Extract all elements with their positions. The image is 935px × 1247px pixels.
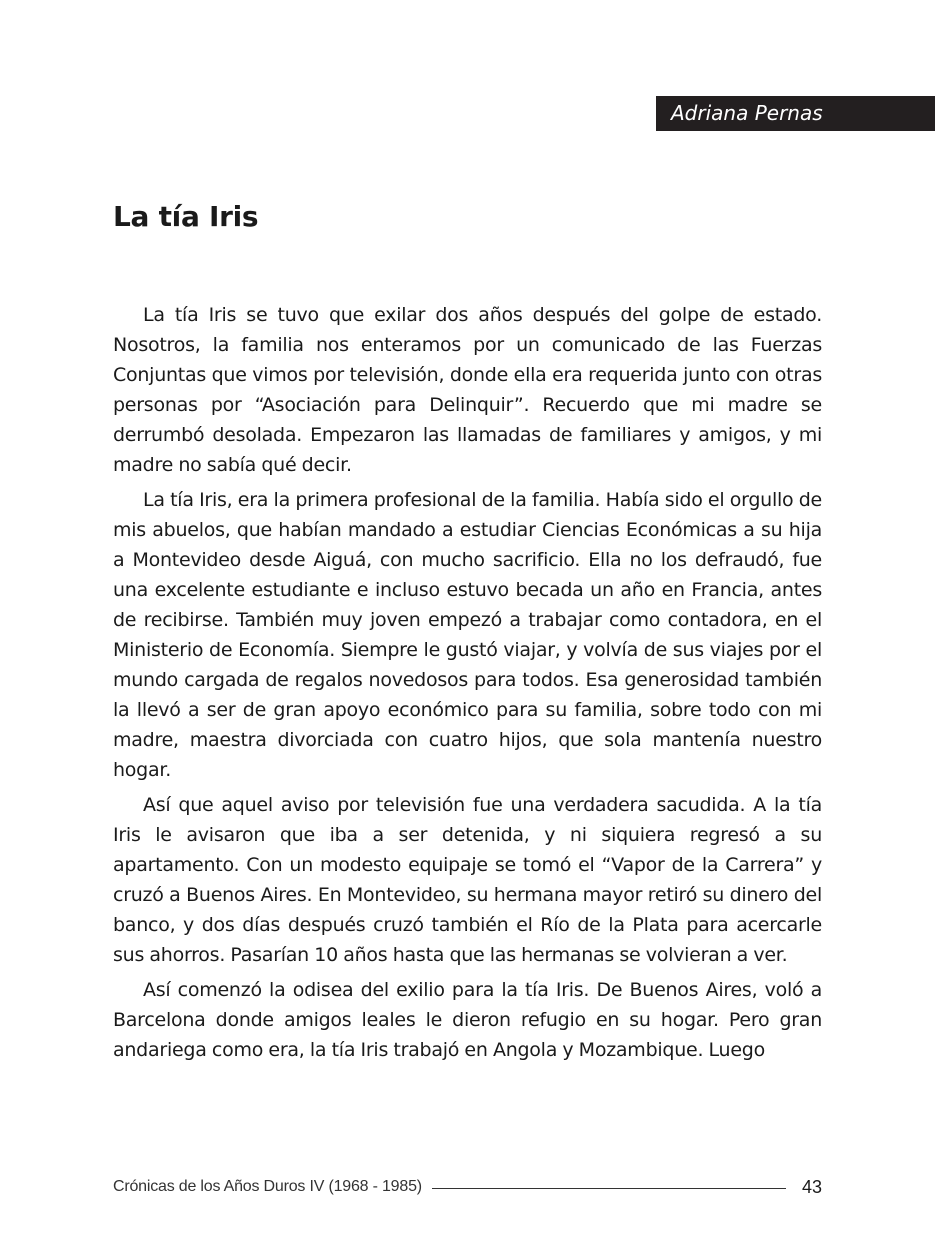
paragraph: La tía Iris se tuvo que exilar dos años después del golpe de estado. Nosotros, la familia nos enteramos por un comunicado de las Fuerzas Conjuntas que vimos por televisión, donde ella era requerida junto con otras personas por “Asociación para Delinquir”. Recuerdo que mi madre se derrumbó desolada. Empezaron las llamadas de familiares y amigos, y mi madre no sabía qué decir. [113, 304, 822, 476]
author-header-tab: Adriana Pernas [656, 96, 935, 131]
footer-divider [432, 1188, 786, 1189]
page-number: 43 [801, 1176, 822, 1197]
paragraph: Así que aquel aviso por televisión fue una verdadera sacudida. A la tía Iris le avisaron que iba a ser detenida, y ni siquiera regresó a su apartamento. Con un modesto equipaje se tomó el “Vapor de la Carrera” y cruzó a Buenos Aires. En Montevideo, su hermana mayor retiró su dinero del banco, y dos días después cruzó también el Río de la Plata para acercarle sus ahorros. Pasarían 10 años hasta que las hermanas se volvieran a ver. [113, 794, 822, 966]
paragraph: La tía Iris, era la primera profesional de la familia. Había sido el orgullo de mis abuelos, que habían mandado a estudiar Ciencias Económicas a su hija a Montevideo desde Aiguá, con mucho sacrificio. Ella no los defraudó, fue una excelente estudiante e incluso estuvo becada un año en Francia, antes de recibirse. También muy joven empezó a trabajar como contadora, en el Ministerio de Economía. Siempre le gustó viajar, y volvía de sus viajes por el mundo cargada de regalos novedosos para todos. Esa generosidad también la llevó a ser de gran apoyo económico para su familia, sobre todo con mi madre, maestra divorciada con cuatro hijos, que sola mantenía nuestro hogar. [113, 489, 822, 781]
footer-book-title: Crónicas de los Años Duros IV (1968 - 1985) [113, 1178, 422, 1195]
paragraph: Así comenzó la odisea del exilio para la tía Iris. De Buenos Aires, voló a Barcelona donde amigos leales le dieron refugio en su hogar. Pero gran andariega como era, la tía Iris trabajó en Angola y Mozambique. Luego [113, 979, 822, 1061]
page-footer [113, 1174, 822, 1200]
chapter-title: La tía Iris [113, 200, 259, 233]
body-text [113, 300, 822, 1070]
